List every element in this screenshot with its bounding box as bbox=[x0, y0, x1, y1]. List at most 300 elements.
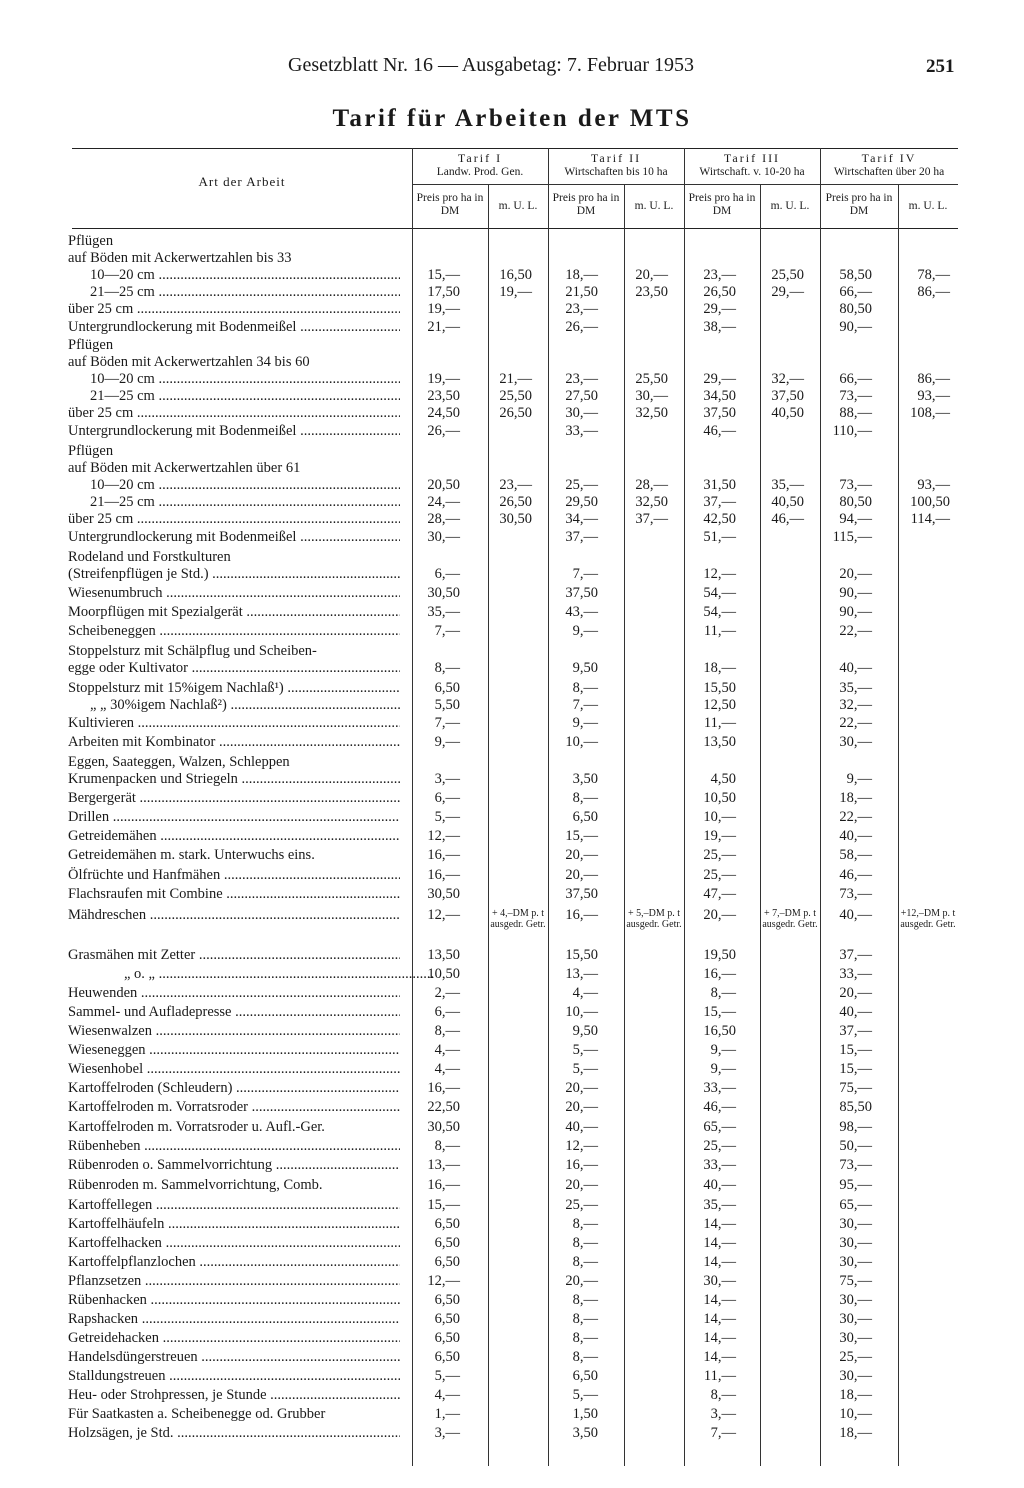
cell-value: 30,— bbox=[839, 1235, 872, 1251]
cell-value: 22,— bbox=[839, 715, 872, 731]
cell-value: 16,— bbox=[427, 867, 460, 883]
header-bottom-rule bbox=[72, 228, 958, 229]
cell-value: 10,— bbox=[565, 734, 598, 750]
cell-value: 7,— bbox=[572, 566, 598, 582]
cell-value: 54,— bbox=[703, 585, 736, 601]
cell-value: 3,— bbox=[434, 771, 460, 787]
cell-value: 26,— bbox=[427, 423, 460, 439]
cell-value: 16,50 bbox=[703, 1023, 736, 1039]
cell-value: 14,— bbox=[703, 1311, 736, 1327]
cell-value: 94,— bbox=[839, 511, 872, 527]
row-label: Untergrundlockerung mit Bodenmeißel ..... bbox=[68, 528, 400, 546]
cell-value: 8,— bbox=[572, 1254, 598, 1270]
tarif1-mul-header: m. U. L. bbox=[498, 200, 538, 212]
cell-value: 10,— bbox=[565, 1004, 598, 1020]
cell-value: 20,— bbox=[839, 985, 872, 1001]
cell-value: 32,— bbox=[771, 371, 804, 387]
cell-value: 75,— bbox=[839, 1273, 872, 1289]
cell-value: 6,— bbox=[434, 1004, 460, 1020]
cell-value: 75,— bbox=[839, 1080, 872, 1096]
cell-value: 23,50 bbox=[635, 284, 668, 300]
row-label: über 25 cm ..... bbox=[68, 404, 400, 422]
table-row bbox=[68, 846, 958, 864]
cell-value: 13,— bbox=[565, 966, 598, 982]
table-row bbox=[68, 622, 958, 640]
cell-value: 18,— bbox=[565, 267, 598, 283]
table-row bbox=[68, 770, 958, 788]
row-label: Stoppelsturz mit 15%igem Nachlaß¹) ..... bbox=[68, 679, 400, 697]
cell-value: 16,— bbox=[427, 847, 460, 863]
table-row bbox=[68, 1272, 958, 1290]
cell-value: 26,50 bbox=[499, 405, 532, 421]
table-row bbox=[68, 584, 958, 602]
cell-value: 8,— bbox=[572, 1216, 598, 1232]
table-row bbox=[68, 510, 958, 528]
row-label: Untergrundlockerung mit Bodenmeißel ..... bbox=[68, 318, 400, 336]
cell-value: 30,— bbox=[839, 1216, 872, 1232]
table-row bbox=[72, 696, 958, 714]
cell-value: 13,— bbox=[427, 1157, 460, 1173]
cell-value: 46,— bbox=[839, 867, 872, 883]
table-row bbox=[68, 1079, 958, 1097]
cell-value: 80,50 bbox=[839, 301, 872, 317]
cell-value: 73,— bbox=[839, 1157, 872, 1173]
cell-value: 30,— bbox=[635, 388, 668, 404]
cell-value: 15,— bbox=[427, 267, 460, 283]
table-row bbox=[68, 984, 958, 1002]
cell-value: 95,— bbox=[839, 1177, 872, 1193]
row-label: Für Saatkasten a. Scheibenegge od. Grubber bbox=[68, 1406, 326, 1422]
cell-value: 78,— bbox=[917, 267, 950, 283]
cell-value: 73,— bbox=[839, 477, 872, 493]
table-row bbox=[68, 827, 958, 845]
cell-value: 14,— bbox=[703, 1349, 736, 1365]
cell-value: 3,50 bbox=[572, 771, 598, 787]
cell-value: 27,50 bbox=[565, 388, 598, 404]
cell-value: 8,— bbox=[572, 1311, 598, 1327]
cell-value: 2,— bbox=[434, 985, 460, 1001]
cell-value: 20,— bbox=[565, 847, 598, 863]
cell-value: 115,— bbox=[832, 529, 872, 545]
maehdreschen-surcharge-note: + 7,–DM p. t ausgedr. Getr. bbox=[762, 908, 818, 930]
cell-value: 37,50 bbox=[565, 886, 598, 902]
cell-value: 16,50 bbox=[499, 267, 532, 283]
cell-value: 16,— bbox=[565, 907, 598, 923]
table-row bbox=[68, 946, 958, 964]
page-title: Tarif für Arbeiten der MTS bbox=[332, 105, 692, 132]
cell-value: 30,— bbox=[565, 405, 598, 421]
cell-value: 11,— bbox=[703, 715, 736, 731]
row-label: Kartoffelhacken ..... bbox=[68, 1234, 400, 1252]
row-label: Wieseneggen ..... bbox=[68, 1041, 400, 1059]
cell-value: 14,— bbox=[703, 1254, 736, 1270]
row-label: egge oder Kultivator ..... bbox=[68, 659, 400, 677]
cell-value: 20,— bbox=[565, 1099, 598, 1115]
page-header bbox=[0, 52, 1024, 82]
cell-value: 85,50 bbox=[839, 1099, 872, 1115]
cell-value: 4,— bbox=[572, 985, 598, 1001]
cell-value: 19,50 bbox=[703, 947, 736, 963]
cell-value: 93,— bbox=[917, 388, 950, 404]
row-label: auf Böden mit Ackerwertzahlen 34 bis 60 bbox=[68, 354, 310, 370]
cell-value: 40,— bbox=[565, 1119, 598, 1135]
cell-value: 10,50 bbox=[427, 966, 460, 982]
cell-value: 40,— bbox=[839, 660, 872, 676]
cell-value: 6,50 bbox=[434, 1349, 460, 1365]
cell-value: 3,— bbox=[710, 1406, 736, 1422]
row-label: Arbeiten mit Kombinator ..... bbox=[68, 733, 400, 751]
cell-value: 12,— bbox=[427, 1273, 460, 1289]
table-row bbox=[68, 528, 958, 546]
row-label: Rapshacken ..... bbox=[68, 1310, 400, 1328]
row-label: Kartoffelroden (Schleudern) ..... bbox=[68, 1079, 400, 1097]
cell-value: 58,— bbox=[839, 847, 872, 863]
cell-value: 6,50 bbox=[572, 809, 598, 825]
cell-value: 8,— bbox=[572, 1349, 598, 1365]
cell-value: 15,50 bbox=[703, 680, 736, 696]
cell-value: 35,— bbox=[839, 680, 872, 696]
column-header-art: Art der Arbeit bbox=[198, 174, 286, 189]
cell-value: 58,50 bbox=[839, 267, 872, 283]
cell-value: 18,— bbox=[839, 1425, 872, 1441]
tarif3-mul-header: m. U. L. bbox=[770, 200, 810, 212]
table-row bbox=[68, 1041, 958, 1059]
cell-value: 14,— bbox=[703, 1330, 736, 1346]
cell-value: 34,— bbox=[565, 511, 598, 527]
tarif4-subtitle: Wirtschaften über 20 ha bbox=[833, 166, 945, 178]
row-label: Kartoffellegen ..... bbox=[68, 1196, 400, 1214]
cell-value: 20,50 bbox=[427, 477, 460, 493]
cell-value: 30,50 bbox=[499, 511, 532, 527]
cell-value: 18,— bbox=[839, 790, 872, 806]
row-label: Drillen ..... bbox=[68, 808, 400, 826]
table-row bbox=[68, 300, 958, 318]
table-row bbox=[68, 1424, 958, 1442]
cell-value: 15,— bbox=[427, 1197, 460, 1213]
tarif3-preis-header: Preis pro ha in DM bbox=[688, 192, 756, 217]
cell-value: 12,— bbox=[427, 828, 460, 844]
table-row bbox=[68, 1329, 958, 1347]
row-label: Kartoffelroden m. Vorratsroder ..... bbox=[68, 1098, 400, 1116]
cell-value: 37,50 bbox=[771, 388, 804, 404]
cell-value: 7,— bbox=[434, 623, 460, 639]
cell-value: 18,— bbox=[703, 660, 736, 676]
cell-value: 6,50 bbox=[572, 1368, 598, 1384]
table-row bbox=[68, 318, 958, 336]
row-label: über 25 cm ..... bbox=[68, 300, 400, 318]
row-label: Wiesenwalzen ..... bbox=[68, 1022, 400, 1040]
row-label: 10—20 cm ..... bbox=[90, 370, 400, 388]
cell-value: 8,— bbox=[572, 790, 598, 806]
table-row bbox=[68, 866, 958, 884]
table-row bbox=[68, 603, 958, 621]
cell-value: 16,— bbox=[565, 1157, 598, 1173]
tarif3-title: Tarif III bbox=[723, 151, 781, 165]
tarif4-preis-header: Preis pro ha in DM bbox=[825, 192, 893, 217]
table-row bbox=[68, 1003, 958, 1021]
cell-value: 25,— bbox=[703, 847, 736, 863]
maehdreschen-surcharge-note: +12,–DM p. t ausgedr. Getr. bbox=[900, 908, 956, 930]
cell-value: 24,50 bbox=[427, 405, 460, 421]
cell-value: 20,— bbox=[565, 867, 598, 883]
row-label: Wiesenumbruch ..... bbox=[68, 584, 400, 602]
cell-value: 6,50 bbox=[434, 1235, 460, 1251]
row-label: „ o. „ ..... bbox=[124, 965, 434, 983]
tarif2-preis-header: Preis pro ha in DM bbox=[552, 192, 620, 217]
row-label: Getreidemähen m. stark. Unterwuchs eins. bbox=[68, 847, 315, 863]
row-label: Flachsraufen mit Combine ..... bbox=[68, 885, 400, 903]
cell-value: 15,— bbox=[839, 1061, 872, 1077]
table-row bbox=[68, 642, 958, 660]
table-row bbox=[68, 1156, 958, 1174]
table-row bbox=[68, 885, 958, 903]
page-number: 251 bbox=[926, 56, 955, 77]
cell-value: 16,— bbox=[427, 1080, 460, 1096]
cell-value: 108,— bbox=[910, 405, 950, 421]
cell-value: 22,50 bbox=[427, 1099, 460, 1115]
cell-value: 8,— bbox=[434, 1138, 460, 1154]
cell-value: 12,— bbox=[427, 907, 460, 923]
row-label: Kartoffelhäufeln ..... bbox=[68, 1215, 400, 1233]
cell-value: 110,— bbox=[832, 423, 872, 439]
cell-value: 28,— bbox=[635, 477, 668, 493]
gazette-header: Gesetzblatt Nr. 16 — Ausgabetag: 7. Februar 1953 bbox=[288, 54, 695, 76]
cell-value: 10,— bbox=[839, 1406, 872, 1422]
cell-value: 33,— bbox=[703, 1157, 736, 1173]
table-row bbox=[68, 753, 958, 771]
cell-value: 4,— bbox=[434, 1387, 460, 1403]
table-row bbox=[68, 442, 958, 460]
table-row bbox=[68, 1176, 958, 1194]
cell-value: 46,— bbox=[703, 1099, 736, 1115]
row-label: Bergergerät ..... bbox=[68, 789, 400, 807]
cell-value: 114,— bbox=[910, 511, 950, 527]
tarif1-title: Tarif I bbox=[457, 151, 503, 165]
cell-value: 8,— bbox=[710, 1387, 736, 1403]
cell-value: 23,— bbox=[565, 301, 598, 317]
row-label: auf Böden mit Ackerwertzahlen über 61 bbox=[68, 460, 301, 476]
cell-value: 9,— bbox=[846, 771, 872, 787]
cell-value: 30,50 bbox=[427, 1119, 460, 1135]
row-label: Handelsdüngerstreuen ..... bbox=[68, 1348, 400, 1366]
table-row bbox=[68, 1367, 958, 1385]
tarif1-subtitle: Landw. Prod. Gen. bbox=[436, 166, 524, 178]
table-row bbox=[68, 565, 958, 583]
row-label: Stalldungstreuen ..... bbox=[68, 1367, 400, 1385]
row-label: Holzsägen, je Std. ..... bbox=[68, 1424, 400, 1442]
table-row bbox=[68, 548, 958, 566]
row-label: Stoppelsturz mit Schälpflug und Scheiben- bbox=[68, 643, 317, 659]
cell-value: 9,50 bbox=[572, 1023, 598, 1039]
row-label: 21—25 cm ..... bbox=[90, 493, 400, 511]
cell-value: 30,— bbox=[839, 1292, 872, 1308]
table-row bbox=[68, 1060, 958, 1078]
cell-value: 13,50 bbox=[703, 734, 736, 750]
cell-value: 23,— bbox=[703, 267, 736, 283]
cell-value: 73,— bbox=[839, 388, 872, 404]
cell-value: 90,— bbox=[839, 604, 872, 620]
table-row bbox=[68, 789, 958, 807]
table-row bbox=[72, 283, 958, 301]
table-row bbox=[72, 965, 958, 983]
table-row bbox=[68, 808, 958, 826]
cell-value: 9,— bbox=[710, 1042, 736, 1058]
row-label: Mähdreschen ..... bbox=[68, 906, 400, 924]
cell-value: 98,— bbox=[839, 1119, 872, 1135]
table-row bbox=[68, 459, 958, 477]
maehdreschen-surcharge-note: + 4,–DM p. t ausgedr. Getr. bbox=[490, 908, 546, 930]
cell-value: 21,— bbox=[427, 319, 460, 335]
cell-value: 8,— bbox=[572, 1235, 598, 1251]
cell-value: 25,— bbox=[703, 867, 736, 883]
cell-value: 6,— bbox=[434, 566, 460, 582]
cell-value: 37,50 bbox=[703, 405, 736, 421]
cell-value: 38,— bbox=[703, 319, 736, 335]
cell-value: 5,— bbox=[572, 1042, 598, 1058]
cell-value: 9,— bbox=[572, 623, 598, 639]
cell-value: 73,— bbox=[839, 886, 872, 902]
cell-value: 51,— bbox=[703, 529, 736, 545]
table-row bbox=[68, 659, 958, 677]
row-label: (Streifenpflügen je Std.) ..... bbox=[68, 565, 400, 583]
table-row bbox=[68, 1118, 958, 1136]
cell-value: 25,50 bbox=[635, 371, 668, 387]
cell-value: 9,— bbox=[710, 1061, 736, 1077]
cell-value: 4,— bbox=[434, 1042, 460, 1058]
cell-value: 5,— bbox=[434, 809, 460, 825]
cell-value: 8,— bbox=[572, 1292, 598, 1308]
cell-value: 90,— bbox=[839, 585, 872, 601]
cell-value: 12,— bbox=[565, 1138, 598, 1154]
row-label: Pflügen bbox=[68, 337, 114, 353]
cell-value: 37,— bbox=[565, 529, 598, 545]
cell-value: 35,— bbox=[703, 1197, 736, 1213]
cell-value: 46,— bbox=[771, 511, 804, 527]
row-label: Wiesenhobel ..... bbox=[68, 1060, 400, 1078]
cell-value: 12,50 bbox=[703, 697, 736, 713]
cell-value: 88,— bbox=[839, 405, 872, 421]
cell-value: 22,— bbox=[839, 623, 872, 639]
tarif4-mul-header: m. U. L. bbox=[908, 200, 948, 212]
cell-value: 30,— bbox=[839, 1368, 872, 1384]
cell-value: 19,— bbox=[427, 371, 460, 387]
table-row bbox=[72, 370, 958, 388]
row-label: Rübenroden o. Sammelvorrichtung ..... bbox=[68, 1156, 400, 1174]
table-row bbox=[68, 714, 958, 732]
cell-value: 30,— bbox=[839, 1330, 872, 1346]
cell-value: 80,50 bbox=[839, 494, 872, 510]
row-label: Ölfrüchte und Hanfmähen ..... bbox=[68, 866, 400, 884]
cell-value: 33,— bbox=[565, 423, 598, 439]
cell-value: 66,— bbox=[839, 284, 872, 300]
cell-value: 3,50 bbox=[572, 1425, 598, 1441]
cell-value: 37,50 bbox=[565, 585, 598, 601]
table-row bbox=[68, 1348, 958, 1366]
cell-value: 37,— bbox=[703, 494, 736, 510]
cell-value: 50,— bbox=[839, 1138, 872, 1154]
cell-value: 33,— bbox=[839, 966, 872, 982]
row-label: Eggen, Saateggen, Walzen, Schleppen bbox=[68, 754, 290, 770]
cell-value: 35,— bbox=[427, 604, 460, 620]
tarif2-sub-rule bbox=[548, 184, 684, 185]
cell-value: 26,50 bbox=[703, 284, 736, 300]
cell-value: 10,— bbox=[703, 809, 736, 825]
cell-value: 8,— bbox=[572, 680, 598, 696]
cell-value: 40,— bbox=[839, 907, 872, 923]
cell-value: 54,— bbox=[703, 604, 736, 620]
cell-value: 40,— bbox=[839, 828, 872, 844]
cell-value: 5,50 bbox=[434, 697, 460, 713]
row-label: Kartoffelpflanzlochen ..... bbox=[68, 1253, 400, 1271]
cell-value: 4,— bbox=[434, 1061, 460, 1077]
cell-value: 65,— bbox=[839, 1197, 872, 1213]
cell-value: 30,— bbox=[427, 529, 460, 545]
cell-value: 65,— bbox=[703, 1119, 736, 1135]
cell-value: 22,— bbox=[839, 809, 872, 825]
cell-value: 43,— bbox=[565, 604, 598, 620]
cell-value: 6,50 bbox=[434, 1292, 460, 1308]
cell-value: 13,50 bbox=[427, 947, 460, 963]
table-row bbox=[68, 1386, 958, 1404]
tarif3-subtitle: Wirtschaft. v. 10-20 ha bbox=[699, 166, 805, 178]
table-row bbox=[72, 266, 958, 284]
cell-value: 86,— bbox=[917, 371, 950, 387]
cell-value: 29,— bbox=[771, 284, 804, 300]
row-label: Kultivieren ..... bbox=[68, 714, 400, 732]
table-row bbox=[68, 1022, 958, 1040]
cell-value: 10,50 bbox=[703, 790, 736, 806]
row-label: Heu- oder Strohpressen, je Stunde ..... bbox=[68, 1386, 400, 1404]
row-label: „ „ 30%igem Nachlaß²) ..... bbox=[90, 696, 400, 714]
cell-value: 21,50 bbox=[565, 284, 598, 300]
cell-value: 30,50 bbox=[427, 585, 460, 601]
cell-value: 37,— bbox=[839, 947, 872, 963]
cell-value: 23,— bbox=[499, 477, 532, 493]
cell-value: 23,50 bbox=[427, 388, 460, 404]
cell-value: 19,— bbox=[499, 284, 532, 300]
cell-value: 66,— bbox=[839, 371, 872, 387]
cell-value: 5,— bbox=[434, 1368, 460, 1384]
cell-value: 8,— bbox=[434, 660, 460, 676]
cell-value: 26,— bbox=[565, 319, 598, 335]
row-label: Pflügen bbox=[68, 443, 114, 459]
cell-value: 7,— bbox=[434, 715, 460, 731]
cell-value: 15,— bbox=[565, 828, 598, 844]
cell-value: 47,— bbox=[703, 886, 736, 902]
table-row bbox=[68, 404, 958, 422]
table-row bbox=[68, 1137, 958, 1155]
cell-value: 9,— bbox=[572, 715, 598, 731]
cell-value: 14,— bbox=[703, 1292, 736, 1308]
row-label: Rodeland und Forstkulturen bbox=[68, 549, 231, 565]
cell-value: 42,50 bbox=[703, 511, 736, 527]
cell-value: 6,50 bbox=[434, 1254, 460, 1270]
row-label: Pflanzsetzen ..... bbox=[68, 1272, 400, 1290]
cell-value: 15,50 bbox=[565, 947, 598, 963]
row-label: Moorpflügen mit Spezialgerät ..... bbox=[68, 603, 400, 621]
row-label: 10—20 cm ..... bbox=[90, 476, 400, 494]
cell-value: 25,— bbox=[839, 1349, 872, 1365]
table-row bbox=[68, 1215, 958, 1233]
table-row bbox=[68, 1098, 958, 1116]
cell-value: 15,— bbox=[703, 1004, 736, 1020]
table-row bbox=[68, 1196, 958, 1214]
tariff-table bbox=[68, 148, 958, 1466]
cell-value: 93,— bbox=[917, 477, 950, 493]
cell-value: 6,50 bbox=[434, 1330, 460, 1346]
cell-value: 18,— bbox=[839, 1387, 872, 1403]
tarif4-sub-rule bbox=[820, 184, 958, 185]
